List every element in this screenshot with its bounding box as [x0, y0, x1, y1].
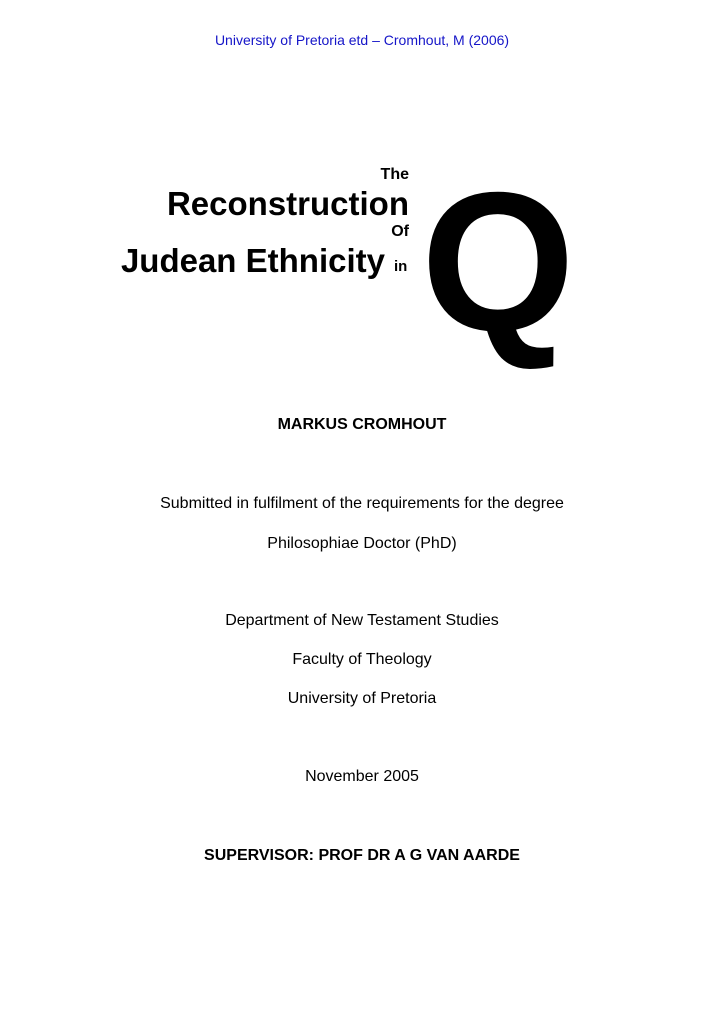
submission-statement: Submitted in fulfilment of the requirements for the degree: [160, 495, 564, 512]
university-name: University of Pretoria: [287, 690, 437, 707]
thesis-title: [0, 0, 724, 400]
department-name: Department of New Testament Studies: [225, 612, 499, 629]
header-citation: University of Pretoria etd – Cromhout, M (2006): [214, 32, 510, 48]
submission-date: November 2005: [305, 768, 419, 785]
degree-name: Philosophiae Doctor (PhD): [267, 535, 457, 552]
title-word-in: in: [394, 258, 408, 275]
title-letter-q: Q: [421, 151, 576, 372]
supervisor-line: SUPERVISOR: PROF DR A G VAN AARDE: [204, 847, 520, 864]
author-name: MARKUS CROMHOUT: [277, 416, 447, 433]
faculty-name: Faculty of Theology: [292, 651, 432, 668]
title-word-reconstruction: Reconstruction: [166, 185, 409, 222]
title-phrase-judean-ethnicity: Judean Ethnicity: [120, 242, 385, 279]
title-word-of: Of: [391, 223, 409, 240]
title-word-the: The: [380, 166, 409, 183]
